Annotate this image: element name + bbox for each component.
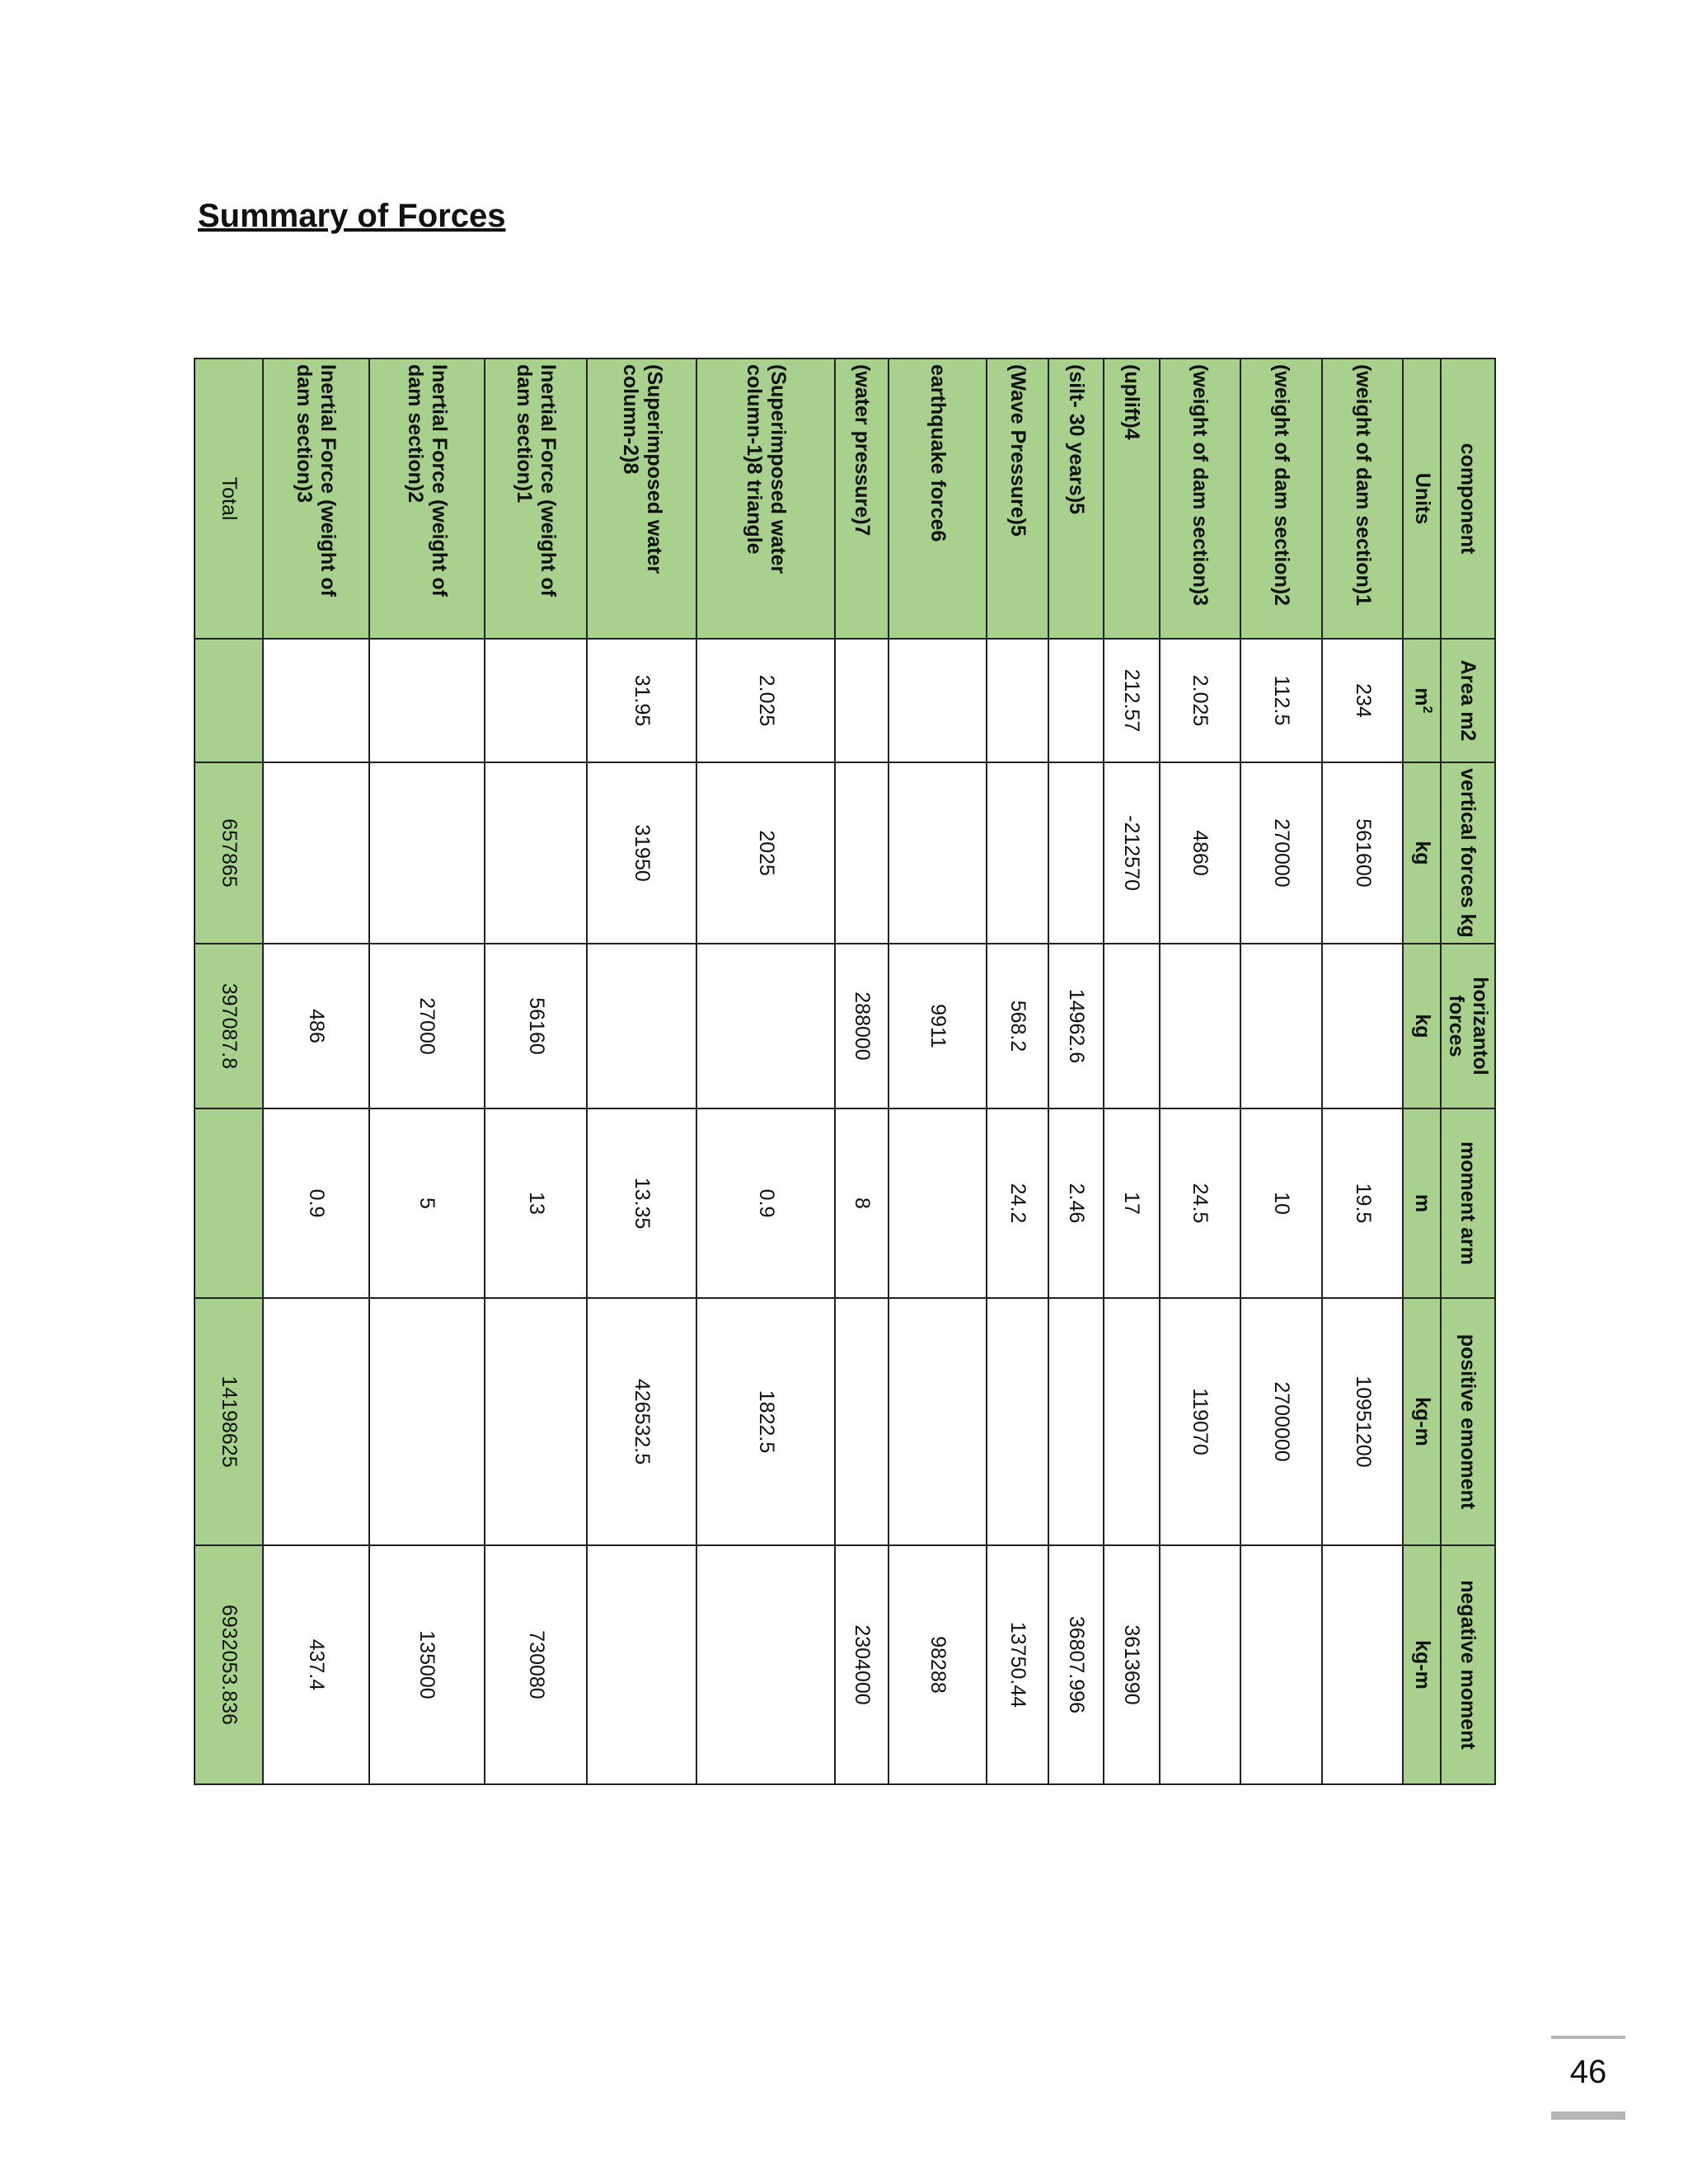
value-cell <box>1048 639 1104 762</box>
table-body <box>263 359 1403 1784</box>
value-cell: 36807.996 <box>1048 1545 1104 1784</box>
value-cell: 2700000 <box>1240 1298 1322 1545</box>
component-cell: Inertial Force (weight of dam section)1 <box>485 359 588 639</box>
value-cell: 288000 <box>835 944 888 1108</box>
value-cell <box>1322 1545 1404 1784</box>
value-cell <box>987 762 1048 944</box>
value-cell: -212570 <box>1104 762 1159 944</box>
value-cell: 4860 <box>1160 762 1241 944</box>
component-cell: earthquake force6 <box>889 359 987 639</box>
value-cell <box>587 1545 696 1784</box>
value-cell <box>987 639 1048 762</box>
component-cell: Inertial Force (weight of dam section)3 <box>263 359 369 639</box>
table-row <box>696 359 835 1784</box>
table-total-row <box>195 359 263 1784</box>
value-cell: 2.025 <box>1160 639 1241 762</box>
value-cell: 212.57 <box>1104 639 1159 762</box>
page-number-bar <box>1551 2111 1625 2120</box>
summary-of-forces-table <box>194 358 1496 1785</box>
value-cell: 10 <box>1240 1108 1322 1298</box>
value-cell <box>1160 944 1241 1108</box>
table-row <box>889 359 987 1784</box>
value-cell <box>1104 1298 1159 1545</box>
value-cell: 568.2 <box>987 944 1048 1108</box>
value-cell: 119070 <box>1160 1298 1241 1545</box>
component-cell: (Wave Pressure)5 <box>987 359 1048 639</box>
table-units-row <box>1403 359 1441 1784</box>
value-cell: 561600 <box>1322 762 1404 944</box>
component-cell: (Superimposed water column-2)8 <box>587 359 696 639</box>
value-cell <box>263 1298 369 1545</box>
table-row <box>835 359 888 1784</box>
value-cell: 2304000 <box>835 1545 888 1784</box>
value-cell <box>696 1545 835 1784</box>
value-cell: 24.2 <box>987 1108 1048 1298</box>
value-cell <box>263 639 369 762</box>
value-cell: 0.9 <box>696 1108 835 1298</box>
value-cell: 3613690 <box>1104 1545 1159 1784</box>
total-cell: 657865 <box>195 762 263 944</box>
value-cell: 98288 <box>889 1545 987 1784</box>
units-cell: Units <box>1403 359 1441 639</box>
value-cell: 31.95 <box>587 639 696 762</box>
header-cell: vertical forces kg <box>1441 762 1495 944</box>
value-cell: 10951200 <box>1322 1298 1404 1545</box>
table-row <box>1240 359 1322 1784</box>
component-cell: (uplift)4 <box>1104 359 1159 639</box>
total-cell <box>195 639 263 762</box>
units-cell-area <box>1403 639 1441 762</box>
value-cell <box>1048 1298 1104 1545</box>
value-cell <box>369 639 485 762</box>
value-cell <box>889 762 987 944</box>
value-cell <box>369 1298 485 1545</box>
value-cell <box>835 1298 888 1545</box>
value-cell: 486 <box>263 944 369 1108</box>
value-cell: 135000 <box>369 1545 485 1784</box>
value-cell: 27000 <box>369 944 485 1108</box>
table-row <box>1160 359 1241 1784</box>
units-cell: m <box>1410 687 1434 706</box>
table-row <box>1104 359 1159 1784</box>
component-cell: (weight of dam section)2 <box>1240 359 1322 639</box>
value-cell <box>1048 762 1104 944</box>
value-cell <box>889 1298 987 1545</box>
header-cell: component <box>1441 359 1495 639</box>
value-cell: 14962.6 <box>1048 944 1104 1108</box>
value-cell <box>1322 944 1404 1108</box>
value-cell <box>987 1298 1048 1545</box>
value-cell: 31950 <box>587 762 696 944</box>
value-cell <box>889 639 987 762</box>
value-cell <box>1160 1545 1241 1784</box>
value-cell <box>485 762 588 944</box>
value-cell: 437.4 <box>263 1545 369 1784</box>
value-cell <box>1104 944 1159 1108</box>
value-cell: 19.5 <box>1322 1108 1404 1298</box>
header-cell: negative moment <box>1441 1545 1495 1784</box>
value-cell: 112.5 <box>1240 639 1322 762</box>
total-cell: Total <box>195 359 263 639</box>
value-cell: 24.5 <box>1160 1108 1241 1298</box>
component-cell: (weight of dam section)1 <box>1322 359 1404 639</box>
table-row <box>485 359 588 1784</box>
value-cell: 234 <box>1322 639 1404 762</box>
value-cell: 5 <box>369 1108 485 1298</box>
page-number: 46 <box>1551 2036 1625 2091</box>
component-cell: (silt- 30 years)5 <box>1048 359 1104 639</box>
value-cell: 0.9 <box>263 1108 369 1298</box>
component-cell: (Superimposed water column-1)8 triangle <box>696 359 835 639</box>
units-cell: kg-m <box>1403 1545 1441 1784</box>
total-cell: 14198625 <box>195 1298 263 1545</box>
value-cell: 13.35 <box>587 1108 696 1298</box>
component-cell: (water pressure)7 <box>835 359 888 639</box>
total-cell: 397087.8 <box>195 944 263 1108</box>
table-row <box>263 359 369 1784</box>
units-cell: m <box>1403 1108 1441 1298</box>
page-title: Summary of Forces <box>198 198 506 234</box>
table-row <box>987 359 1048 1784</box>
value-cell <box>587 944 696 1108</box>
units-superscript: 2 <box>1419 705 1434 714</box>
value-cell: 13750.44 <box>987 1545 1048 1784</box>
units-cell: kg <box>1403 944 1441 1108</box>
value-cell: 2.46 <box>1048 1108 1104 1298</box>
total-cell <box>195 1108 263 1298</box>
units-cell: kg <box>1403 762 1441 944</box>
value-cell: 1822.5 <box>696 1298 835 1545</box>
table-row <box>1322 359 1404 1784</box>
value-cell: 17 <box>1104 1108 1159 1298</box>
value-cell: 9911 <box>889 944 987 1108</box>
value-cell <box>485 1298 588 1545</box>
table-header-row <box>1441 359 1495 1784</box>
value-cell <box>696 944 835 1108</box>
table-row <box>1048 359 1104 1784</box>
value-cell: 13 <box>485 1108 588 1298</box>
value-cell: 2.025 <box>696 639 835 762</box>
units-cell: kg-m <box>1403 1298 1441 1545</box>
value-cell <box>835 639 888 762</box>
value-cell <box>1240 944 1322 1108</box>
forces-table-rotated <box>194 358 1496 1783</box>
value-cell <box>835 762 888 944</box>
value-cell <box>263 762 369 944</box>
value-cell <box>889 1108 987 1298</box>
header-cell: horizantol forces <box>1441 944 1495 1108</box>
value-cell <box>1240 1545 1322 1784</box>
value-cell: 270000 <box>1240 762 1322 944</box>
value-cell: 56160 <box>485 944 588 1108</box>
value-cell: 426532.5 <box>587 1298 696 1545</box>
total-cell: 6932053.836 <box>195 1545 263 1784</box>
header-cell: positive emoment <box>1441 1298 1495 1545</box>
value-cell: 8 <box>835 1108 888 1298</box>
header-cell: moment arm <box>1441 1108 1495 1298</box>
component-cell: (weight of dam section)3 <box>1160 359 1241 639</box>
value-cell: 730080 <box>485 1545 588 1784</box>
table-row <box>369 359 485 1784</box>
value-cell <box>369 762 485 944</box>
component-cell: Inertial Force (weight of dam section)2 <box>369 359 485 639</box>
value-cell <box>485 639 588 762</box>
header-cell: Area m2 <box>1441 639 1495 762</box>
table-row <box>587 359 696 1784</box>
value-cell: 2025 <box>696 762 835 944</box>
